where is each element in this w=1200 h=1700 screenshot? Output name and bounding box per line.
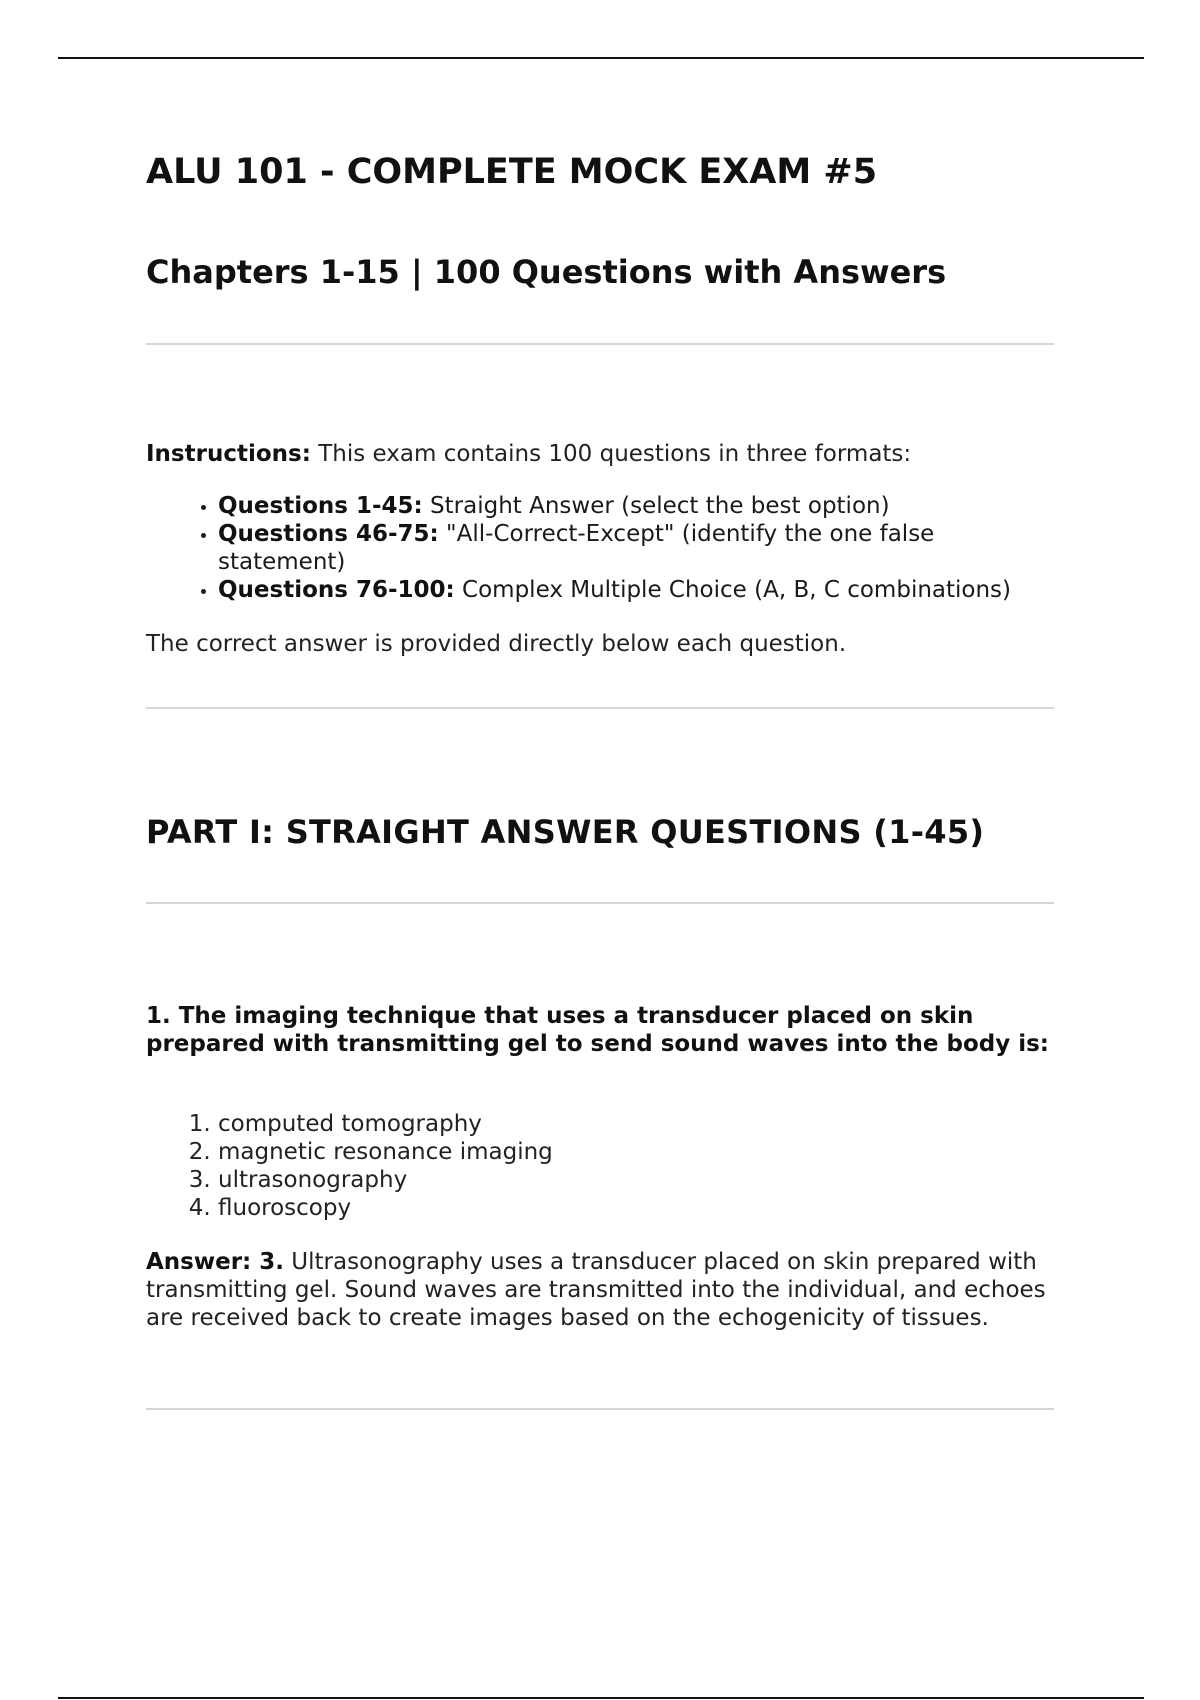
answer-paragraph (146, 1248, 1046, 1332)
question-stem: 1. The imaging technique that uses a transducer placed on skin prepared with transmitting gel to send sound waves into the body is: (146, 1003, 1049, 1057)
section-divider (146, 1408, 1054, 1410)
list-item (218, 576, 1054, 604)
format-text: "All-Correct-Except" (identify the one false statement) (218, 521, 935, 575)
option-item: 1. computed tomography (218, 1110, 553, 1138)
section-divider (146, 902, 1054, 904)
option-item: 2. magnetic resonance imaging (218, 1138, 553, 1166)
document-subtitle: Chapters 1-15 | 100 Questions with Answers (146, 253, 947, 291)
page-bottom-rule (58, 1697, 1144, 1699)
section-divider (146, 707, 1054, 709)
instructions-paragraph (146, 440, 911, 468)
format-label: Questions 46-75: (218, 521, 439, 547)
answer-text: Ultrasonography uses a transducer placed on skin prepared with transmitting gel. Sound waves are transmitted into the individual, and echoes are received back to create images based on the echogenicity of tissues. (146, 1249, 1046, 1331)
format-label: Questions 76-100: (218, 577, 455, 603)
instructions-label: Instructions: (146, 441, 311, 467)
option-item: 3. ultrasonography (218, 1166, 553, 1194)
section-divider (146, 343, 1054, 345)
format-text: Complex Multiple Choice (A, B, C combinations) (454, 577, 1012, 603)
answer-label: Answer: 3. (146, 1249, 284, 1275)
question-options (146, 1110, 553, 1222)
instructions-text: This exam contains 100 questions in three formats: (310, 441, 912, 467)
answer-note: The correct answer is provided directly below each question. (146, 631, 847, 657)
part-heading: PART I: STRAIGHT ANSWER QUESTIONS (1-45) (146, 813, 985, 851)
document-title: ALU 101 - COMPLETE MOCK EXAM #5 (146, 152, 878, 192)
format-list (146, 492, 1054, 604)
option-item: 4. fluoroscopy (218, 1194, 553, 1222)
format-label: Questions 1-45: (218, 493, 423, 519)
format-text: Straight Answer (select the best option) (422, 493, 890, 519)
list-item (218, 492, 1054, 520)
list-item (218, 520, 1054, 576)
page-top-rule (58, 57, 1144, 59)
